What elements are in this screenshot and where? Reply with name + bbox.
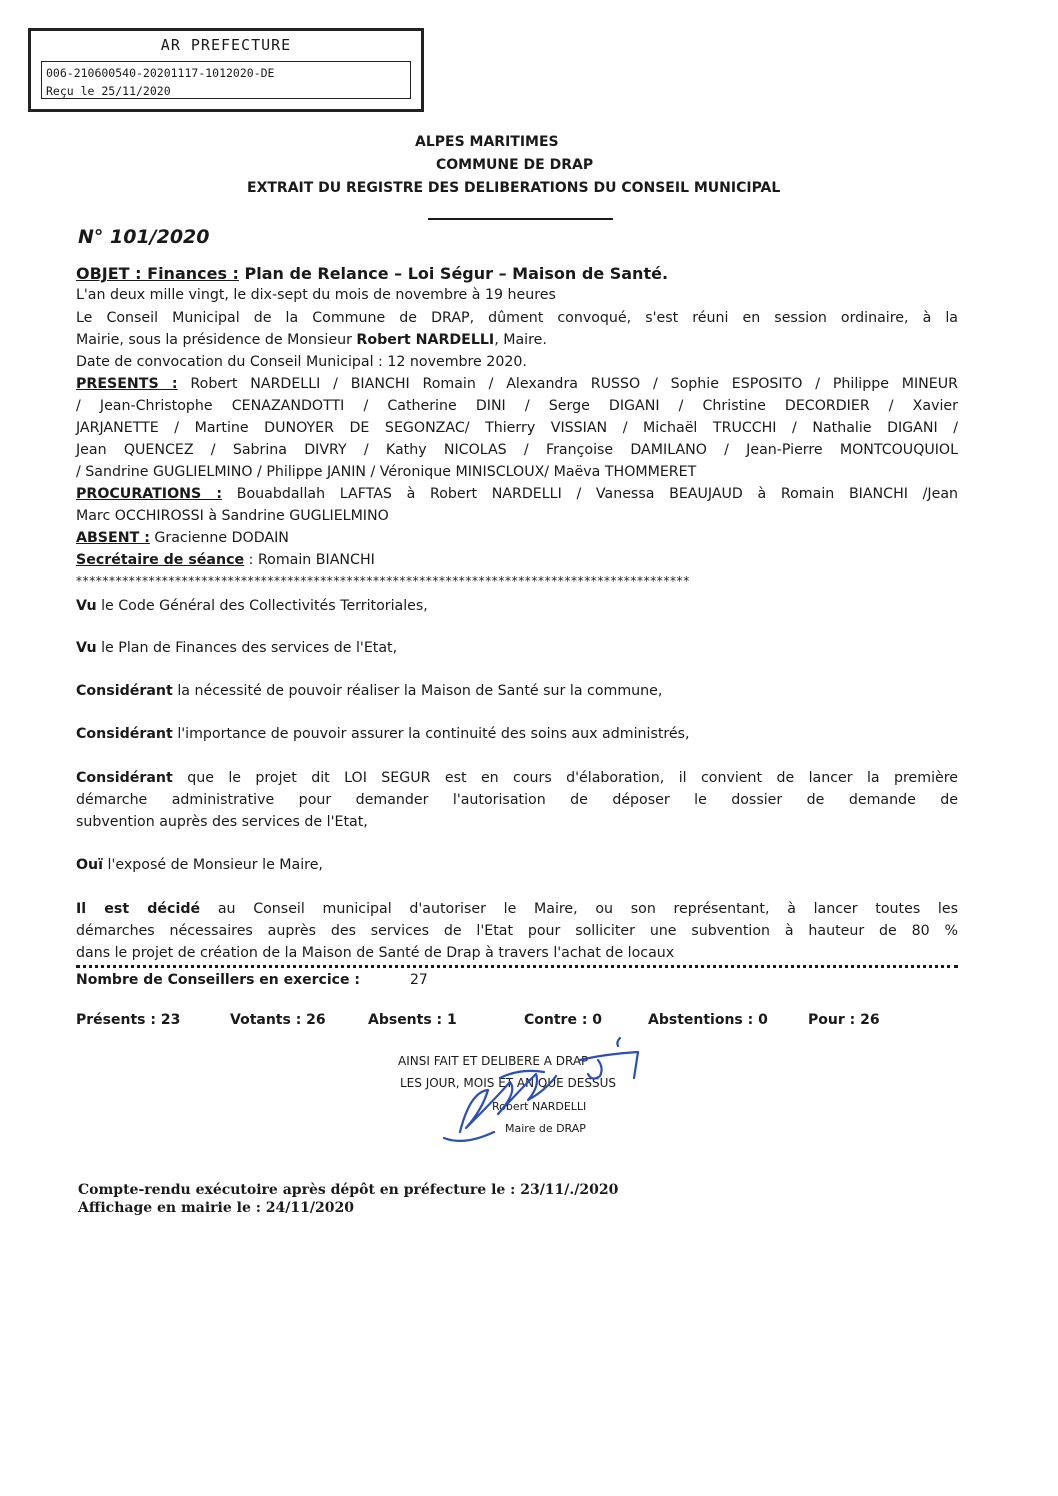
intro-line-3	[76, 332, 547, 348]
mayor-signature	[430, 1020, 660, 1160]
vu-plan-text: le Plan de Finances des services de l'Etat,	[96, 640, 398, 656]
stamp-reference: 006-210600540-20201117-1012020-DE	[46, 66, 275, 80]
convocation-date: Date de convocation du Conseil Municipal : 12 novembre 2020.	[76, 354, 527, 370]
considerant-keyword: Considérant	[76, 683, 173, 699]
decision-keyword: Il est décidé	[76, 901, 201, 917]
vu-cgct-text: le Code Général des Collectivités Territoriales,	[96, 598, 428, 614]
register-title: EXTRAIT DU REGISTRE DES DELIBERATIONS DU CONSEIL MUNICIPAL	[247, 180, 781, 196]
decision-text-1: au Conseil municipal d'autoriser le Maire, ou son représentant, à lancer toutes les	[200, 901, 958, 917]
presents-line-3: JARJANETTE / Martine DUNOYER DE SEGONZAC/ Thierry VISSIAN / Michaël TRUCCHI / Nathalie DIGANI /	[76, 420, 958, 436]
objet-text: Plan de Relance – Loi Ségur – Maison de Santé.	[238, 264, 669, 283]
conseillers-value: 27	[410, 972, 428, 988]
oui-expose	[76, 857, 323, 873]
intro-maire: , Maire.	[494, 332, 547, 348]
considerant-1	[76, 683, 662, 699]
considerant-keyword: Considérant	[76, 726, 173, 742]
oui-text: l'exposé de Monsieur le Maire,	[103, 857, 323, 873]
procurations-label: PROCURATIONS :	[76, 486, 223, 502]
decision-line-3: dans le projet de création de la Maison de Santé de Drap à travers l'achat de locaux	[76, 945, 675, 961]
presents-label: PRESENTS :	[76, 376, 178, 392]
absent-line	[76, 530, 289, 546]
compte-rendu: Compte-rendu exécutoire après dépôt en préfecture le : 23/11/./2020	[78, 1182, 619, 1198]
vu-keyword: Vu	[76, 640, 97, 656]
considerant-keyword: Considérant	[76, 770, 173, 786]
presents-line-4: Jean QUENCEZ / Sabrina DIVRY / Kathy NICOLAS / Françoise DAMILANO / Jean-Pierre MONTCOUQUIOL	[76, 442, 958, 458]
vu-plan-finances	[76, 640, 397, 656]
considerant-3-line-3: subvention auprès des services de l'Etat,	[76, 814, 368, 830]
prefecture-stamp	[28, 28, 424, 112]
intro-line-1: L'an deux mille vingt, le dix-sept du mois de novembre à 19 heures	[76, 287, 556, 303]
vote-pour: Pour : 26	[808, 1012, 880, 1028]
stamp-title: AR PREFECTURE	[160, 36, 292, 54]
presents-line-5: / Sandrine GUGLIELMINO / Philippe JANIN / Véronique MINISCLOUX/ Maëva THOMMERET	[76, 464, 697, 480]
considerant-3-text-1: que le projet dit LOI SEGUR est en cours d'élaboration, il convient de lancer la première	[172, 770, 958, 786]
procurations-line-1	[76, 486, 958, 502]
considerant-1-text: la nécessité de pouvoir réaliser la Maison de Santé sur la commune,	[172, 683, 663, 699]
secretaire-line	[76, 552, 375, 568]
absent-label: ABSENT :	[76, 530, 150, 546]
presents-line-1	[76, 376, 958, 392]
oui-keyword: Ouï	[76, 857, 104, 873]
vu-cgct	[76, 598, 428, 614]
stamp-received-date: Reçu le 25/11/2020	[46, 84, 171, 98]
vu-keyword: Vu	[76, 598, 97, 614]
objet-line	[76, 264, 668, 283]
secretaire-label: Secrétaire de séance	[76, 552, 245, 568]
vote-contre: Contre : 0	[524, 1012, 603, 1028]
considerant-3-line-1	[76, 770, 958, 786]
signature-title: Maire de DRAP	[505, 1122, 586, 1135]
stamp-reference-box	[41, 61, 411, 99]
dotted-divider	[76, 965, 958, 968]
affichage-mairie: Affichage en mairie le : 24/11/2020	[78, 1200, 354, 1216]
mayor-name: Robert NARDELLI	[356, 332, 495, 348]
vote-votants: Votants : 26	[230, 1012, 326, 1028]
separator-stars: *********************************************************************************************	[76, 574, 690, 588]
considerant-2	[76, 726, 690, 742]
intro-presidence: Mairie, sous la présidence de Monsieur	[76, 332, 357, 348]
considerant-3-line-2: démarche administrative pour demander l'autorisation de déposer le dossier de demande de	[76, 792, 958, 808]
signature-name: Robert NARDELLI	[492, 1100, 587, 1113]
commune: COMMUNE DE DRAP	[436, 157, 594, 173]
objet-label: OBJET : Finances :	[76, 264, 239, 283]
presents-line-2: / Jean-Christophe CENAZANDOTTI / Catherine DINI / Serge DIGANI / Christine DECORDIER / Xavier	[76, 398, 958, 414]
header-divider	[428, 218, 613, 220]
procurations-line-2: Marc OCCHIROSSI à Sandrine GUGLIELMINO	[76, 508, 389, 524]
vote-presents: Présents : 23	[76, 1012, 181, 1028]
absent-name: Gracienne DODAIN	[149, 530, 289, 546]
signature-line-1: AINSI FAIT ET DELIBERE A DRAP	[398, 1054, 589, 1068]
department: ALPES MARITIMES	[415, 134, 559, 150]
decision-line-1	[76, 901, 958, 917]
presents-names-1: Robert NARDELLI / BIANCHI Romain / Alexandra RUSSO / Sophie ESPOSITO / Philippe MINEUR	[177, 376, 958, 392]
signature-line-2: LES JOUR, MOIS ET AN QUE DESSUS	[400, 1076, 617, 1090]
secretaire-name: : Romain BIANCHI	[244, 552, 375, 568]
conseillers-label: Nombre de Conseillers en exercice :	[76, 972, 360, 988]
intro-line-2: Le Conseil Municipal de la Commune de DRAP, dûment convoqué, s'est réuni en session ordinaire, à la	[76, 310, 958, 326]
vote-abstentions: Abstentions : 0	[648, 1012, 768, 1028]
considerant-2-text: l'importance de pouvoir assurer la continuité des soins aux administrés,	[172, 726, 690, 742]
procurations-names-1: Bouabdallah LAFTAS à Robert NARDELLI / Vanessa BEAUJAUD à Romain BIANCHI /Jean	[222, 486, 959, 502]
vote-absents: Absents : 1	[368, 1012, 457, 1028]
decision-line-2: démarches nécessaires auprès des services de l'Etat pour solliciter une subvention à hauteur de 80 %	[76, 923, 958, 939]
deliberation-number: N° 101/2020	[78, 226, 210, 248]
